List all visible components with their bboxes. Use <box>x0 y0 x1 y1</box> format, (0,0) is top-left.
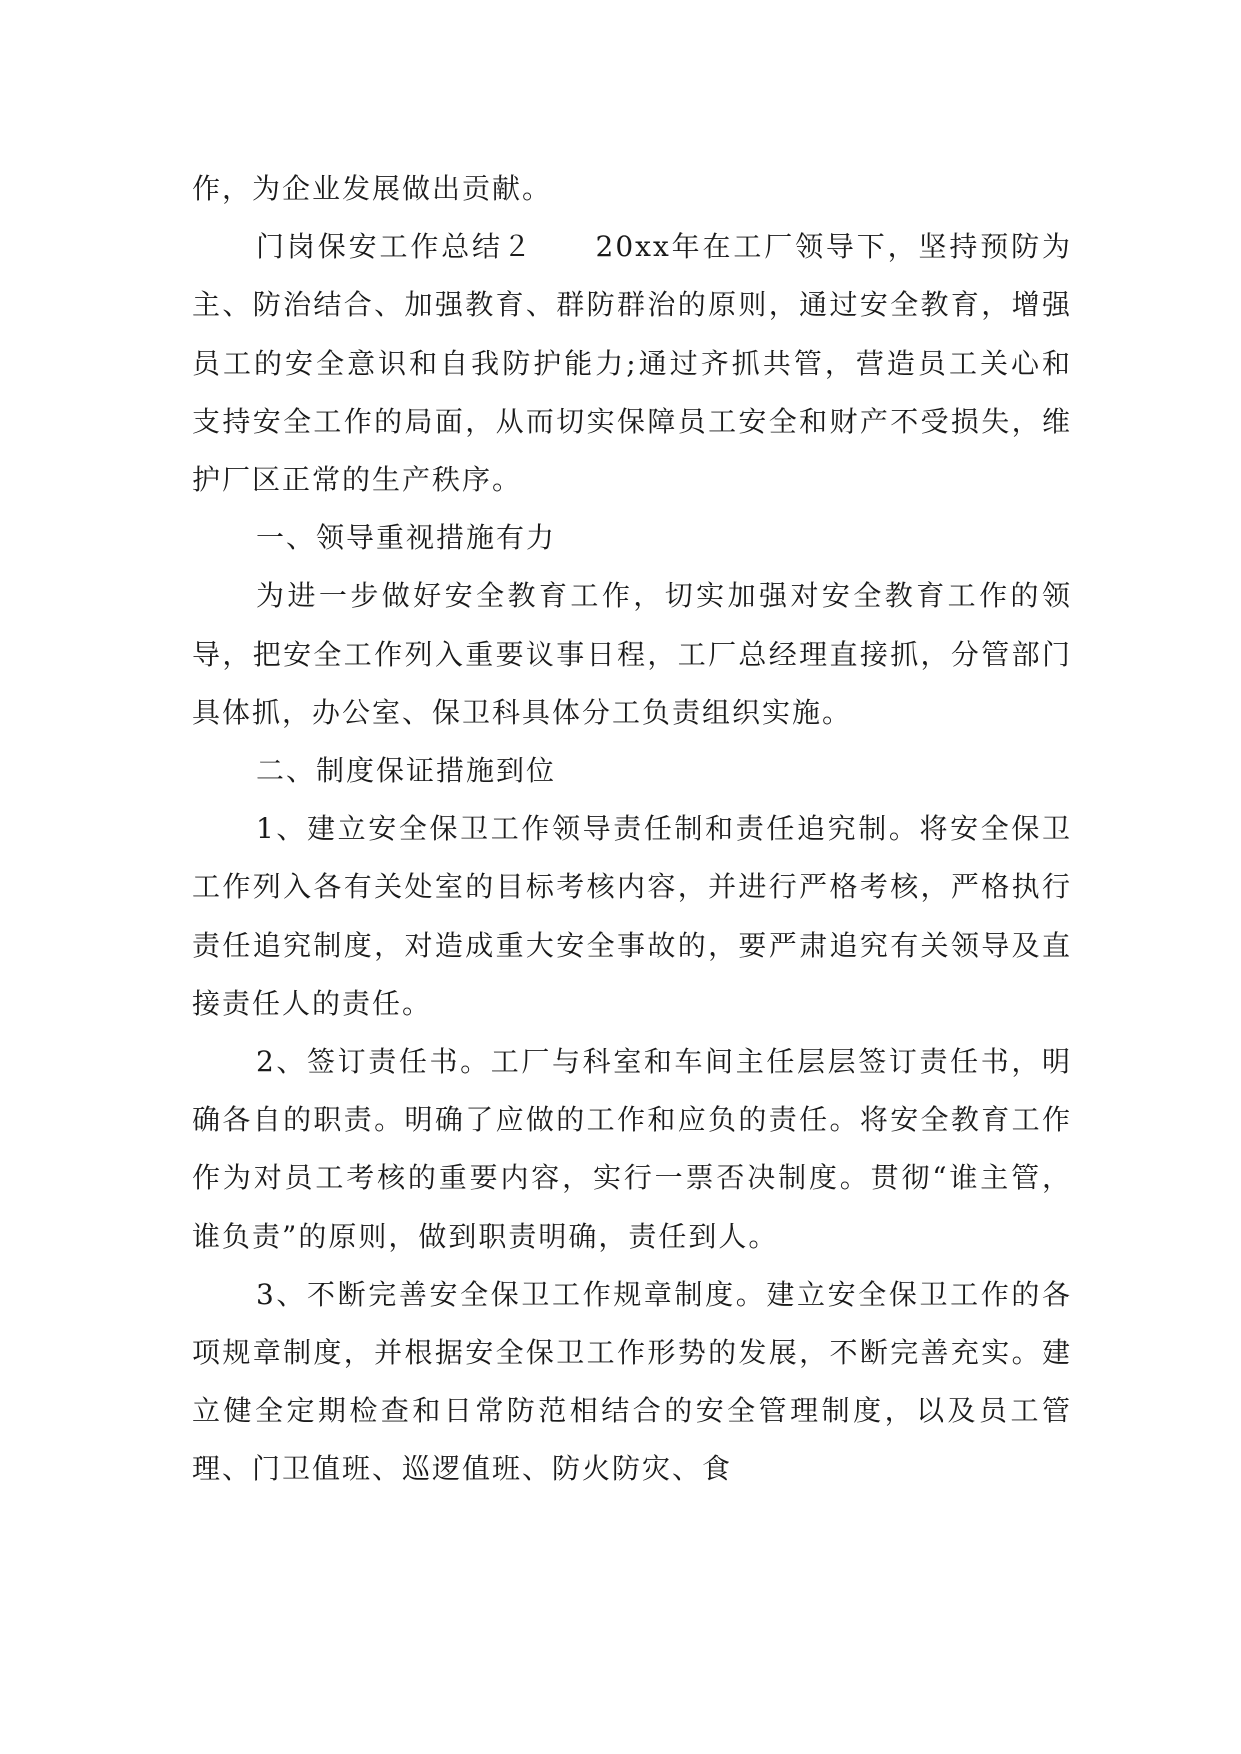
paragraph-item-3: 3、不断完善安全保卫工作规章制度。建立安全保卫工作的各项规章制度，并根据安全保卫工作形势的发展，不断完善充实。建立健全定期检查和日常防范相结合的安全管理制度，以及员工管理、门卫值班、巡逻值班、防火防灾、食 <box>192 1277 1072 1486</box>
section-heading-leadership: 一、领导重视措施有力 <box>256 521 557 555</box>
section-heading-system: 二、制度保证措施到位 <box>256 754 557 788</box>
paragraph-summary-intro: 门岗保安工作总结２ 20xx年在工厂领导下，坚持预防为主、防治结合、加强教育、群防群治的原则，通过安全教育，增强员工的安全意识和自我防护能力;通过齐抓共管，营造员工关心和支持安全工作的局面，从而切实保障员工安全和财产不受损失，维护厂区正常的生产秩序。 <box>192 230 1072 497</box>
paragraph-leadership: 为进一步做好安全教育工作，切实加强对安全教育工作的领导，把安全工作列入重要议事日程，工厂总经理直接抓，分管部门具体抓，办公室、保卫科具体分工负责组织实施。 <box>192 579 1072 729</box>
paragraph-item-2: 2、签订责任书。工厂与科室和车间主任层层签订责任书，明确各自的职责。明确了应做的工作和应负的责任。将安全教育工作作为对员工考核的重要内容，实行一票否决制度。贯彻“谁主管，谁负责”的原则，做到职责明确，责任到人。 <box>192 1045 1072 1253</box>
paragraph-continuation: 作，为企业发展做出贡献。 <box>192 172 553 205</box>
document-body <box>192 160 1072 1499</box>
paragraph-item-1: 1、建立安全保卫工作领导责任制和责任追究制。将安全保卫工作列入各有关处室的目标考核内容，并进行严格考核，严格执行责任追究制度，对造成重大安全事故的，要严肃追究有关领导及直接责任人的责任。 <box>192 812 1072 1020</box>
